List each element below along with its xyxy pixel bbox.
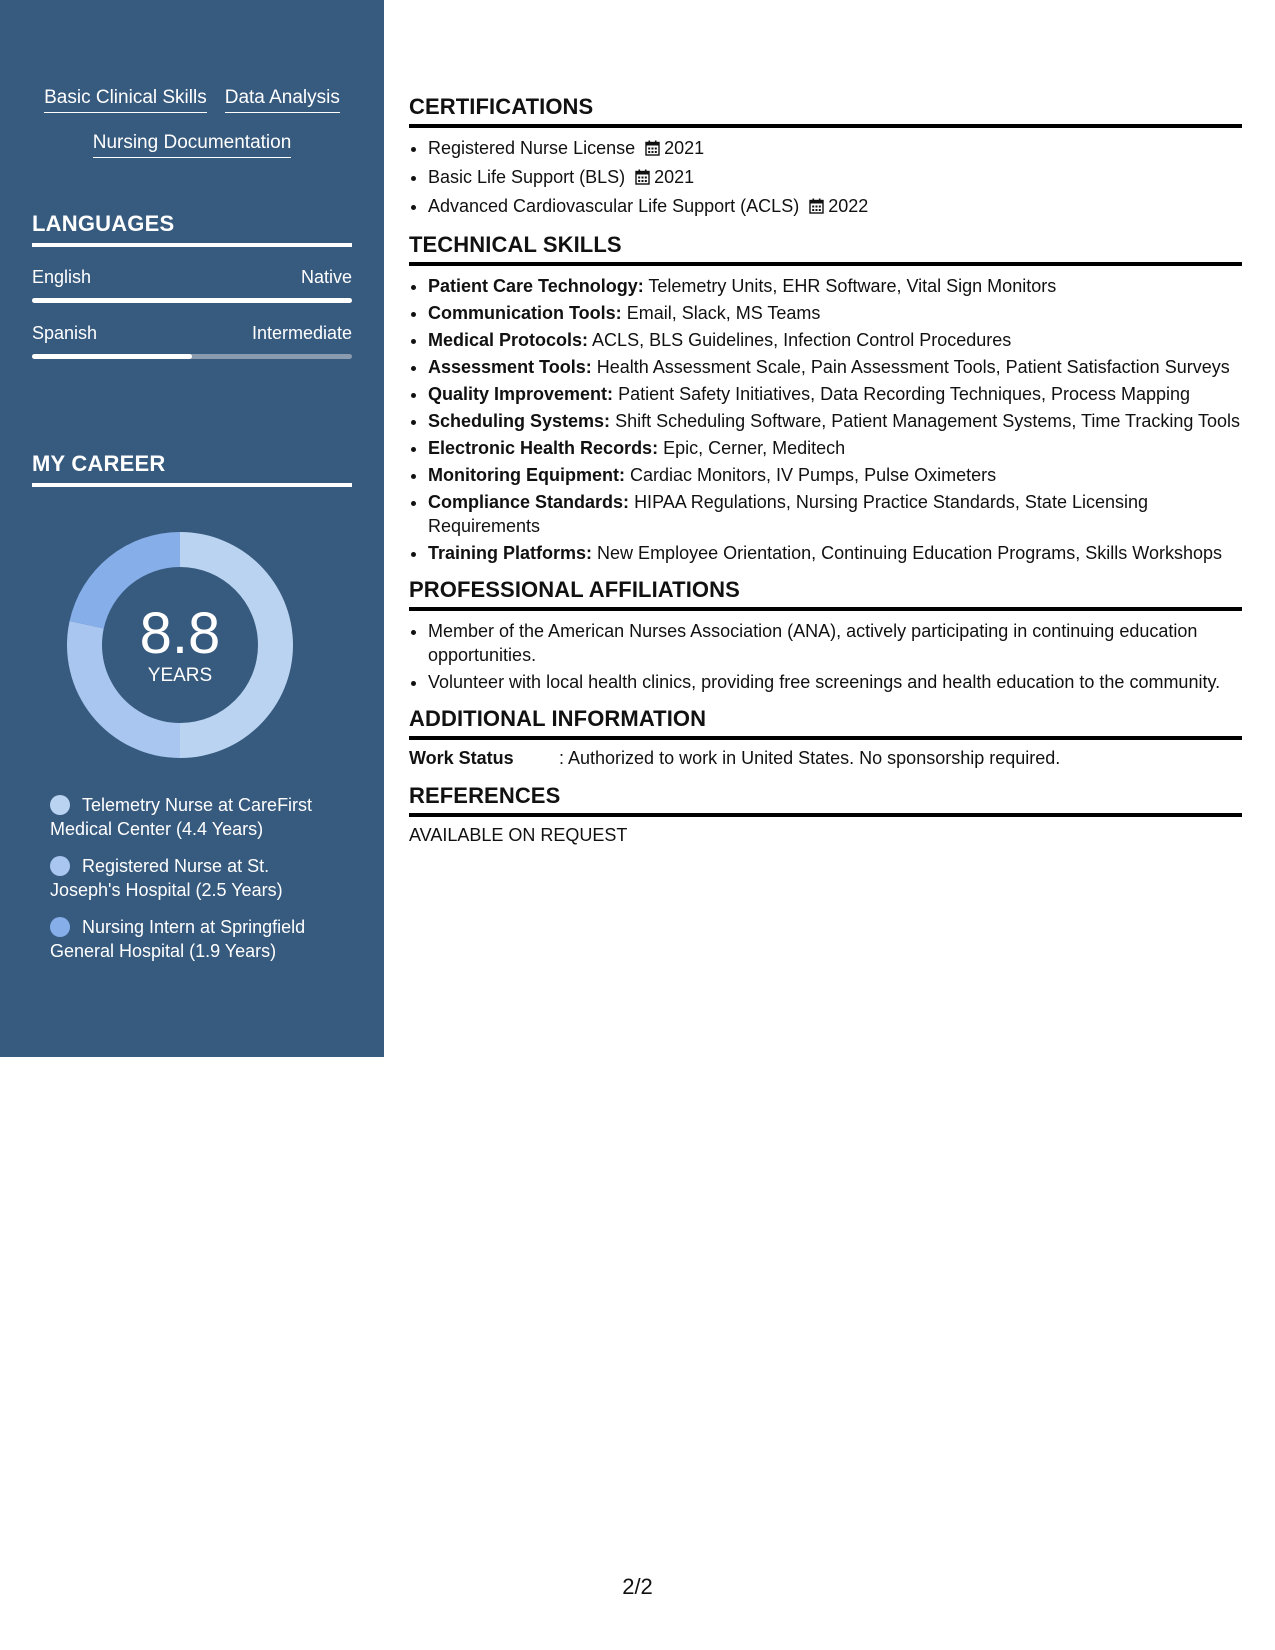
technical-skill-item — [428, 328, 1242, 352]
certification-name: Registered Nurse License — [428, 138, 636, 158]
certifications-list — [409, 136, 1242, 220]
skills-row — [0, 86, 384, 113]
work-status-value: : Authorized to work in United States. No sponsorship required. — [559, 748, 1061, 768]
technical-skill-label: Medical Protocols: — [428, 330, 589, 350]
languages-heading: LANGUAGES — [32, 211, 352, 247]
language-proficiency-fill — [32, 298, 352, 303]
certification-year: 2021 — [664, 138, 705, 158]
language-proficiency-bar — [32, 298, 352, 303]
donut-center — [66, 531, 294, 759]
technical-skill-text: Patient Safety Initiatives, Data Recording Techniques, Process Mapping — [618, 384, 1191, 404]
career-label: Nursing Intern at Springfield General Hospital (1.9 Years) — [50, 917, 306, 961]
career-donut-chart — [66, 531, 294, 759]
certification-item — [428, 165, 1242, 191]
technical-skill-label: Monitoring Equipment: — [428, 465, 625, 485]
career-item — [50, 793, 340, 841]
certifications-heading: CERTIFICATIONS — [409, 94, 1242, 128]
career-dot-icon — [50, 856, 70, 876]
technical-skill-item — [428, 274, 1242, 298]
technical-skill-text: Health Assessment Scale, Pain Assessment Tools, Patient Satisfaction Surveys — [596, 357, 1230, 377]
calendar-icon — [809, 196, 824, 220]
language-level: Native — [300, 267, 352, 287]
technical-skill-text: Shift Scheduling Software, Patient Management Systems, Time Tracking Tools — [615, 411, 1241, 431]
languages-list — [32, 267, 352, 359]
affiliations-heading: PROFESSIONAL AFFILIATIONS — [409, 577, 1242, 611]
skills-row — [0, 131, 384, 158]
language-level: Intermediate — [251, 323, 352, 343]
technical-skill-label: Assessment Tools: — [428, 357, 592, 377]
skill-tag[interactable]: Basic Clinical Skills — [44, 86, 207, 113]
language-item — [32, 267, 352, 303]
career-legend — [50, 793, 340, 976]
technical-skill-label: Electronic Health Records: — [428, 438, 659, 458]
language-name: English — [32, 267, 92, 287]
certification-date — [635, 167, 694, 187]
technical-skill-item — [428, 301, 1242, 325]
certification-date — [809, 196, 868, 216]
language-row — [32, 323, 352, 344]
technical-skill-text: ACLS, BLS Guidelines, Infection Control Procedures — [592, 330, 1012, 350]
skill-tag[interactable]: Data Analysis — [225, 86, 340, 113]
technical-skill-item — [428, 355, 1242, 379]
technical-skill-text: HIPAA Regulations, Nursing Practice Standards, State Licensing Requirements — [428, 492, 1149, 536]
work-status-row — [409, 748, 1242, 769]
technical-skill-text: New Employee Orientation, Continuing Education Programs, Skills Workshops — [597, 543, 1223, 563]
career-dot-icon — [50, 795, 70, 815]
technical-skill-label: Compliance Standards: — [428, 492, 630, 512]
technical-skill-item — [428, 382, 1242, 406]
certification-name: Basic Life Support (BLS) — [428, 167, 626, 187]
additional-info-heading: ADDITIONAL INFORMATION — [409, 706, 1242, 740]
career-item — [50, 854, 340, 902]
technical-skill-text: Telemetry Units, EHR Software, Vital Sign Monitors — [648, 276, 1057, 296]
references-text: AVAILABLE ON REQUEST — [409, 825, 628, 845]
skills-tags — [0, 86, 384, 176]
career-unit: YEARS — [147, 665, 213, 686]
technical-skill-item — [428, 463, 1242, 487]
certification-item — [428, 136, 1242, 162]
technical-skill-item — [428, 436, 1242, 460]
career-item — [50, 915, 340, 963]
affiliation-item: • Volunteer with local health clinics, providing free screenings and health education to the community. — [428, 670, 1242, 694]
language-proficiency-fill — [32, 354, 192, 359]
certification-date — [645, 138, 704, 158]
languages-section — [32, 211, 352, 359]
skill-tag[interactable]: Nursing Documentation — [93, 131, 292, 158]
work-status-key: Work Status — [409, 748, 514, 768]
language-proficiency-bar — [32, 354, 352, 359]
certification-year: 2022 — [828, 196, 869, 216]
calendar-icon — [645, 138, 660, 162]
language-row — [32, 267, 352, 288]
certification-item — [428, 194, 1242, 220]
technical-skill-text: Cardiac Monitors, IV Pumps, Pulse Oximeters — [629, 465, 997, 485]
page-number: 2/2 — [622, 1574, 653, 1599]
technical-skill-text: Email, Slack, MS Teams — [626, 303, 821, 323]
career-section — [32, 451, 352, 487]
technical-skill-label: Quality Improvement: — [428, 384, 614, 404]
technical-skill-label: Scheduling Systems: — [428, 411, 611, 431]
technical-skill-item — [428, 409, 1242, 433]
career-total-years: 8.8 — [139, 601, 221, 666]
technical-skill-label: Training Platforms: — [428, 543, 593, 563]
main-content — [409, 94, 1242, 846]
language-item — [32, 323, 352, 359]
references-heading: REFERENCES — [409, 783, 1242, 817]
technical-skills-list — [409, 274, 1242, 565]
technical-skill-label: Communication Tools: — [428, 303, 622, 323]
career-label: Registered Nurse at St. Joseph's Hospital (2.5 Years) — [50, 856, 283, 900]
technical-skill-text: Epic, Cerner, Meditech — [663, 438, 846, 458]
language-name: Spanish — [32, 323, 98, 343]
technical-skills-heading: TECHNICAL SKILLS — [409, 232, 1242, 266]
affiliation-item: • Member of the American Nurses Association (ANA), actively participating in continuing education opportunities. — [428, 619, 1242, 667]
career-label: Telemetry Nurse at CareFirst Medical Center (4.4 Years) — [50, 795, 313, 839]
calendar-icon — [635, 167, 650, 191]
technical-skill-item — [428, 490, 1242, 538]
technical-skill-label: Patient Care Technology: — [428, 276, 644, 296]
career-heading: MY CAREER — [32, 451, 352, 487]
career-dot-icon — [50, 917, 70, 937]
sidebar — [0, 0, 384, 1057]
affiliations-list — [409, 619, 1242, 694]
certification-year: 2021 — [654, 167, 695, 187]
certification-name: Advanced Cardiovascular Life Support (ACLS) — [428, 196, 800, 216]
technical-skill-item — [428, 541, 1242, 565]
